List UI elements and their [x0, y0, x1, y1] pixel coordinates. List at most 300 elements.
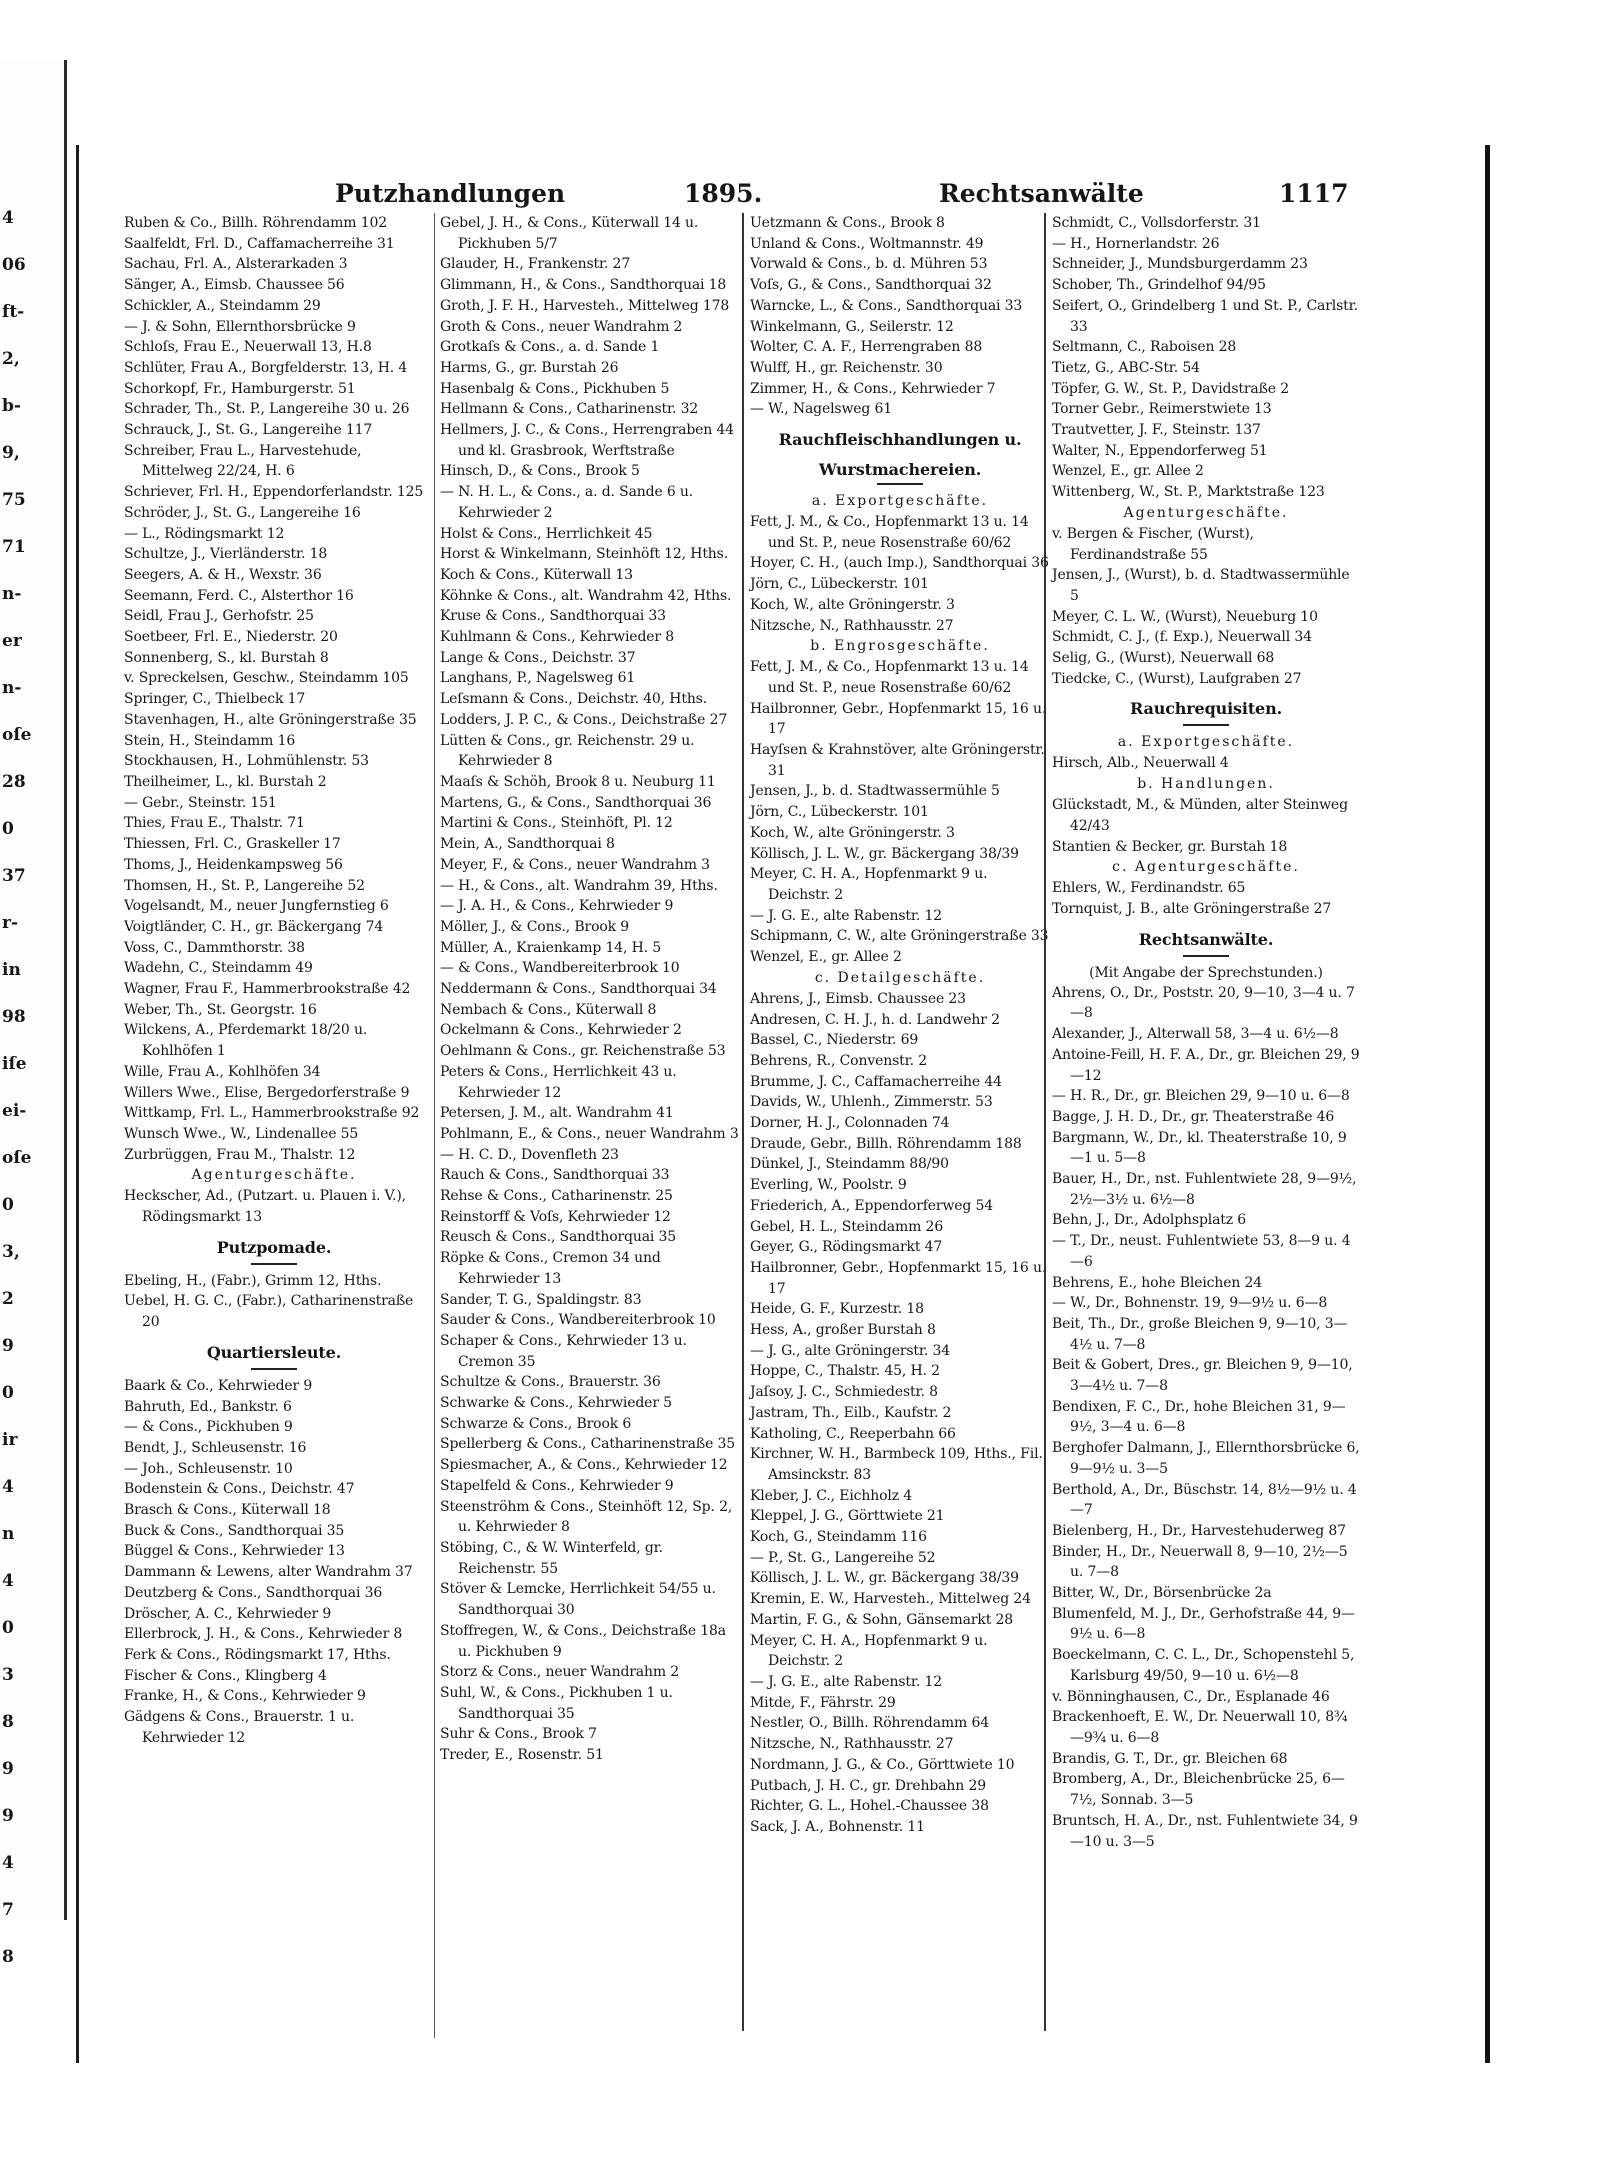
facing-page-fragment: 4: [2, 1853, 14, 1873]
directory-entry: Schriever, Frl. H., Eppendorferlandstr. 125: [124, 484, 424, 501]
directory-entry: Gebel, H. L., Steindamm 26: [750, 1218, 944, 1235]
directory-entry: Stoffregen, W., & Cons., Deichstraße 18a u. Pickhuben 9: [440, 1622, 726, 1660]
directory-entry: Thoms, J., Heidenkampsweg 56: [124, 856, 343, 873]
directory-entry: Oehlmann & Cons., gr. Reichenstraße 53: [440, 1043, 726, 1060]
subsection-heading: c. Agenturgeschäfte.: [1112, 859, 1300, 876]
directory-entry: Groth, J. F. H., Harvesteh., Mittelweg 178: [440, 297, 730, 314]
facing-page-fragment: 0: [2, 1195, 14, 1215]
directory-entry: Koch, W., alte Gröningerstr. 3: [750, 824, 955, 841]
section-rule: [1183, 955, 1229, 957]
directory-entry: Bendixen, F. C., Dr., hohe Bleichen 31, 9—9½, 3—4 u. 6—8: [1052, 1398, 1346, 1436]
directory-entry: Lütten & Cons., gr. Reichenstr. 29 u. Kehrwieder 8: [440, 732, 695, 770]
facing-page-fragment: 4: [2, 1477, 14, 1497]
directory-entry: Hinsch, D., & Cons., Brook 5: [440, 463, 640, 480]
directory-entry: Tiedcke, C., (Wurst), Laufgraben 27: [1052, 670, 1302, 687]
directory-entry: Nitzsche, N., Rathhausstr. 27: [750, 617, 954, 634]
directory-entry: Bauer, H., Dr., nst. Fuhlentwiete 28, 9—9½, 2½—3½ u. 6½—8: [1052, 1171, 1357, 1208]
directory-entry: Hailbronner, Gebr., Hopfenmarkt 15, 16 u. 17: [750, 700, 1047, 738]
directory-entry: Alexander, J., Alterwall 58, 3—4 u. 6½—8: [1052, 1026, 1339, 1043]
directory-entry: Spellerberg & Cons., Catharinenstraße 35: [440, 1436, 736, 1453]
directory-entry: Mein, A., Sandthorquai 8: [440, 836, 615, 853]
directory-entry: Friederich, A., Eppendorferweg 54: [750, 1197, 994, 1214]
directory-entry: Draude, Gebr., Billh. Röhrendamm 188: [750, 1135, 1022, 1152]
column-1: [124, 213, 424, 2038]
directory-entry: Berthold, A., Dr., Büschstr. 14, 8½—9½ u. 4—7: [1052, 1481, 1357, 1519]
directory-entry: Stöbing, C., & W. Winterfeld, gr. Reichenstr. 55: [440, 1540, 663, 1577]
directory-entry: Saalfeldt, Frl. D., Caffamacherreihe 31: [124, 235, 395, 252]
directory-entry: Leſsmann & Cons., Deichstr. 40, Hths.: [440, 691, 708, 708]
directory-entry: Glauder, H., Frankenstr. 27: [440, 256, 631, 273]
directory-entry: Rauch & Cons., Sandthorquai 33: [440, 1167, 670, 1184]
directory-entry: Richter, G. L., Hohel.-Chaussee 38: [750, 1798, 989, 1815]
directory-entry: Franke, H., & Cons., Kehrwieder 9: [124, 1688, 366, 1705]
directory-entry: Bahruth, Ed., Bankstr. 6: [124, 1398, 292, 1415]
directory-entry: Kruse & Cons., Sandthorquai 33: [440, 608, 666, 625]
directory-entry: Binder, H., Dr., Neuerwall 8, 9—10, 2½—5 u. 7—8: [1052, 1543, 1348, 1581]
directory-entry: Everling, W., Poolstr. 9: [750, 1177, 907, 1194]
facing-page-fragment: 06: [2, 255, 26, 275]
directory-entry: Andresen, C. H. J., h. d. Landwehr 2: [750, 1011, 1000, 1028]
directory-entry: Baark & Co., Kehrwieder 9: [124, 1377, 313, 1394]
directory-entry: Wille, Frau A., Kohlhöfen 34: [124, 1063, 321, 1080]
directory-entry: Kleppel, J. G., Görttwiete 21: [750, 1508, 945, 1525]
directory-entry: Theilheimer, L., kl. Burstah 2: [124, 773, 327, 790]
directory-entry: Ahrens, O., Dr., Poststr. 20, 9—10, 3—4 u. 7—8: [1052, 984, 1355, 1022]
directory-entry: Sauder & Cons., Wandbereiterbrook 10: [440, 1312, 716, 1329]
facing-page-fragment: 4: [2, 208, 14, 228]
column-2: [434, 213, 740, 2038]
directory-entry: Stein, H., Steindamm 16: [124, 732, 296, 749]
directory-entry: Schrauck, J., St. G., Langereihe 117: [124, 422, 373, 439]
directory-entry: Ferk & Cons., Rödingsmarkt 17, Hths.: [124, 1647, 391, 1663]
directory-entry: Unland & Cons., Woltmannstr. 49: [750, 235, 984, 252]
directory-entry: Hoyer, C. H., (auch Imp.), Sandthorquai 36: [750, 555, 1049, 572]
directory-entry: Jaſsoy, J. C., Schmiedestr. 8: [750, 1384, 938, 1401]
directory-entry: Peters & Cons., Herrlichkeit 43 u. Kehrwieder 12: [440, 1063, 677, 1101]
directory-entry: Schröder, J., St. G., Langereihe 16: [124, 504, 361, 521]
directory-entry: Töpfer, G. W., St. P., Davidstraße 2: [1052, 380, 1290, 397]
directory-entry: Koch & Cons., Küterwall 13: [440, 566, 633, 583]
directory-entry: Müller, A., Kraienkamp 14, H. 5: [440, 939, 661, 956]
directory-entry: — W., Nagelsweg 61: [750, 401, 893, 418]
directory-entry: Ruben & Co., Billh. Röhrendamm 102: [124, 215, 387, 231]
subsection-heading: c. Detailgeschäfte.: [814, 969, 986, 986]
directory-entry: Bagge, J. H. D., Dr., gr. Theaterstraße 46: [1052, 1108, 1335, 1125]
directory-entry: Bargmann, W., Dr., kl. Theaterstraße 10, 9—1 u. 5—8: [1052, 1129, 1347, 1167]
directory-entry: Storz & Cons., neuer Wandrahm 2: [440, 1664, 680, 1681]
facing-page-fragment: n-: [2, 678, 22, 698]
directory-entry: Martin, F. G., & Sohn, Gänsemarkt 28: [750, 1611, 1014, 1628]
directory-entry: Hasenbalg & Cons., Pickhuben 5: [440, 380, 670, 397]
directory-entry: Katholing, C., Reeperbahn 66: [750, 1425, 956, 1442]
facing-page-fragment: 71: [2, 537, 26, 557]
section-note: (Mit Angabe der Sprechstunden.): [1089, 964, 1323, 981]
directory-entry: Ahrens, J., Eimsb. Chaussee 23: [750, 990, 966, 1007]
section-rule: [251, 1368, 297, 1370]
directory-entry: Winkelmann, G., Seilerstr. 12: [750, 318, 954, 335]
directory-entry: Ellerbrock, J. H., & Cons., Kehrwieder 8: [124, 1626, 403, 1643]
directory-entry: Walter, N., Eppendorferweg 51: [1052, 442, 1268, 459]
directory-entry: Horst & Winkelmann, Steinhöft 12, Hths.: [440, 546, 728, 563]
directory-entry: Uebel, H. G. C., (Fabr.), Catharinenstraße 20: [124, 1293, 414, 1331]
directory-entry: — Gebr., Steinstr. 151: [124, 794, 277, 811]
directory-entry: Wittkamp, Frl. L., Hammerbrookstraße 92: [124, 1105, 420, 1122]
column-4: [1044, 213, 1360, 2031]
directory-entry: Seltmann, C., Raboisen 28: [1052, 339, 1237, 356]
directory-entry: Thies, Frau E., Thalstr. 71: [124, 815, 305, 832]
facing-page-fragment: oſe: [2, 1148, 32, 1168]
directory-entry: Bruntsch, H. A., Dr., nst. Fuhlentwiete 34, 9—10 u. 3—5: [1052, 1812, 1358, 1850]
directory-entry: Lange & Cons., Deichstr. 37: [440, 649, 636, 666]
directory-entry: Torner Gebr., Reimerstwiete 13: [1052, 401, 1272, 418]
subsection-heading: a. Exportgeschäfte.: [811, 493, 989, 510]
directory-entry: Boeckelmann, C. C. L., Dr., Schopenstehl 5, Karlsburg 49/50, 9—10 u. 6½—8: [1052, 1647, 1355, 1684]
section-heading: Rauchfleischhandlungen u.: [778, 430, 1022, 450]
directory-entry: Selig, G., (Wurst), Neuerwall 68: [1052, 650, 1275, 667]
directory-entry: Sack, J. A., Bohnenstr. 11: [750, 1818, 925, 1835]
directory-entry: Groth & Cons., neuer Wandrahm 2: [440, 318, 683, 335]
directory-entry: Fett, J. M., & Co., Hopfenmarkt 13 u. 14 und St. P., neue Rosenstraße 60/62: [750, 514, 1029, 551]
directory-entry: — J. G., alte Gröningerstr. 34: [750, 1342, 951, 1359]
directory-entry: Wunsch Wwe., W., Lindenallee 55: [124, 1125, 359, 1142]
section-rule: [877, 483, 923, 485]
directory-entry: Reusch & Cons., Sandthorquai 35: [440, 1229, 677, 1246]
directory-entry: Bielenberg, H., Dr., Harvestehuderweg 87: [1052, 1522, 1346, 1539]
directory-entry: Fischer & Cons., Klingberg 4: [124, 1667, 327, 1684]
subsection-heading: b. Engrosgeschäfte.: [810, 638, 990, 655]
directory-entry: Koch, G., Steindamm 116: [750, 1529, 927, 1546]
directory-entry: Voſs, G., & Cons., Sandthorquai 32: [750, 277, 992, 294]
directory-entry: Spiesmacher, A., & Cons., Kehrwieder 12: [440, 1457, 728, 1474]
directory-entry: — J. & Sohn, Ellernthorsbrücke 9: [124, 318, 356, 335]
directory-entry: v. Bönninghausen, C., Dr., Esplanade 46: [1052, 1688, 1330, 1705]
directory-entry: Ockelmann & Cons., Kehrwieder 2: [440, 1022, 682, 1039]
facing-page-fragment: in: [2, 960, 21, 980]
section-heading: Rechtsanwälte.: [1138, 929, 1274, 949]
directory-entry: Köllisch, J. L. W., gr. Bäckergang 38/39: [750, 1570, 1019, 1587]
directory-entry: Schrader, Th., St. P., Langereihe 30 u. 26: [124, 401, 410, 418]
directory-entry: — P., St. G., Langereihe 52: [750, 1549, 936, 1566]
directory-entry: — J. G. E., alte Rabenstr. 12: [750, 907, 943, 924]
facing-page-fragment: 75: [2, 490, 26, 510]
directory-entry: Wenzel, E., gr. Allee 2: [750, 949, 902, 966]
directory-entry: Brumme, J. C., Caffamacherreihe 44: [750, 1073, 1002, 1090]
directory-entry: Stockhausen, H., Lohmühlenstr. 53: [124, 753, 369, 770]
directory-entry: Voss, C., Dammthorstr. 38: [124, 939, 305, 956]
directory-entry: Fett, J. M., & Co., Hopfenmarkt 13 u. 14 und St. P., neue Rosenstraße 60/62: [750, 659, 1029, 696]
directory-entry: Treder, E., Rosenstr. 51: [440, 1747, 604, 1764]
facing-page-fragment: 0: [2, 1383, 14, 1403]
facing-page-fragment: n-: [2, 584, 22, 604]
directory-entry: Pohlmann, E., & Cons., neuer Wandrahm 3: [440, 1125, 739, 1142]
directory-entry: Bodenstein & Cons., Deichstr. 47: [124, 1481, 355, 1498]
subsection-heading: a. Exportgeschäfte.: [1117, 734, 1295, 751]
directory-entry: Koch, W., alte Gröningerstr. 3: [750, 596, 955, 613]
directory-entry: Jensen, J., (Wurst), b. d. Stadtwassermühle 5: [1052, 567, 1350, 604]
directory-entry: Neddermann & Cons., Sandthorquai 34: [440, 981, 717, 998]
facing-page-fragment: 37: [2, 866, 26, 886]
directory-entry: Beit, Th., Dr., große Bleichen 9, 9—10, 3—4½ u. 7—8: [1052, 1315, 1348, 1353]
section-heading: Wurstmachereien.: [818, 460, 982, 480]
directory-entry: Seidl, Frau J., Gerhofstr. 25: [124, 608, 314, 625]
directory-entry: Rehse & Cons., Catharinenstr. 25: [440, 1188, 673, 1205]
directory-entry: — & Cons., Pickhuben 9: [124, 1419, 293, 1436]
directory-entry: Sonnenberg, S., kl. Burstah 8: [124, 649, 329, 666]
directory-entry: Grotkaſs & Cons., a. d. Sande 1: [440, 339, 660, 356]
directory-entry: Jörn, C., Lübeckerstr. 101: [750, 576, 929, 593]
directory-entry: Thomsen, H., St. P., Langereihe 52: [124, 877, 365, 894]
directory-entry: Glückstadt, M., & Münden, alter Steinweg 42/43: [1052, 797, 1348, 834]
directory-entry: Meyer, C. H. A., Hopfenmarkt 9 u. Deichstr. 2: [750, 1632, 988, 1670]
directory-entry: Nitzsche, N., Rathhausstr. 27: [750, 1736, 954, 1753]
directory-entry: Holst & Cons., Herrlichkeit 45: [440, 525, 653, 542]
directory-entry: Jensen, J., b. d. Stadtwassermühle 5: [750, 783, 1000, 800]
column-3: [742, 213, 1050, 2031]
directory-entry: Geyer, G., Rödingsmarkt 47: [750, 1239, 943, 1256]
directory-entry: Kirchner, W. H., Barmbeck 109, Hths., Fil. Amsinckstr. 83: [750, 1446, 1043, 1483]
directory-entry: Kremin, E. W., Harvesteh., Mittelweg 24: [750, 1591, 1031, 1608]
directory-entry: Büggel & Cons., Kehrwieder 13: [124, 1543, 345, 1560]
directory-entry: Langhans, P., Nagelsweg 61: [440, 670, 636, 687]
directory-entry: Brackenhoeft, E. W., Dr. Neuerwall 10, 8¾—9¾ u. 6—8: [1052, 1709, 1348, 1746]
section-rule: [251, 1263, 297, 1265]
facing-page-fragment: b-: [2, 396, 21, 416]
directory-entry: Schipmann, C. W., alte Gröningerstraße 33: [750, 928, 1049, 945]
facing-page-fragment: 28: [2, 772, 26, 792]
directory-entry: Lodders, J. P. C., & Cons., Deichstraße 27: [440, 711, 728, 728]
directory-entry: Schwarze & Cons., Brook 6: [440, 1415, 632, 1432]
directory-entry: Ehlers, W., Ferdinandstr. 65: [1052, 880, 1246, 897]
directory-entry: Willers Wwe., Elise, Bergedorferstraße 9: [124, 1084, 410, 1101]
facing-page-fragment: oſe: [2, 725, 32, 745]
directory-entry: Möller, J., & Cons., Brook 9: [440, 918, 630, 935]
facing-page-fragment: 4: [2, 1571, 14, 1591]
facing-page-fragment: 2,: [2, 349, 20, 369]
directory-entry: Jastram, Th., Eilb., Kaufstr. 2: [750, 1404, 952, 1421]
directory-entry: Gädgens & Cons., Brauerstr. 1 u. Kehrwieder 12: [124, 1709, 355, 1746]
directory-entry: — H. C. D., Dovenfleth 23: [440, 1146, 619, 1163]
directory-entry: Weber, Th., St. Georgstr. 16: [124, 1001, 317, 1018]
section-heading: Quartiersleute.: [206, 1342, 342, 1362]
facing-page-fragment: 8: [2, 1947, 14, 1967]
directory-entry: Bitter, W., Dr., Börsenbrücke 2a: [1052, 1585, 1272, 1602]
directory-entry: Hirsch, Alb., Neuerwall 4: [1052, 755, 1229, 772]
directory-entry: Wenzel, E., gr. Allee 2: [1052, 463, 1204, 480]
directory-entry: Hellmann & Cons., Catharinenstr. 32: [440, 401, 699, 418]
facing-page-fragment: 9: [2, 1806, 14, 1826]
directory-entry: Vogelsandt, M., neuer Jungfernstieg 6: [124, 898, 389, 915]
facing-page-fragment: iſe: [2, 1054, 27, 1074]
directory-entry: Seegers, A. & H., Wexstr. 36: [124, 566, 322, 583]
directory-entry: Wagner, Frau F., Hammerbrookstraße 42: [124, 981, 411, 998]
directory-entry: Jörn, C., Lübeckerstr. 101: [750, 804, 929, 821]
directory-entry: Deutzberg & Cons., Sandthorquai 36: [124, 1584, 383, 1601]
directory-entry: Soetbeer, Frl. E., Niederstr. 20: [124, 629, 338, 646]
directory-entry: — J. A. H., & Cons., Kehrwieder 9: [440, 898, 674, 915]
section-heading: Putzpomade.: [216, 1237, 332, 1257]
facing-page-fragment: 3: [2, 1665, 14, 1685]
facing-page-fragment: 9,: [2, 443, 20, 463]
directory-entry: Schorkopf, Fr., Hamburgerstr. 51: [124, 380, 356, 397]
directory-entry: Hailbronner, Gebr., Hopfenmarkt 15, 16 u. 17: [750, 1259, 1047, 1297]
subsection-heading: Agenturgeschäfte.: [1123, 504, 1289, 521]
facing-page-fragment: 98: [2, 1007, 26, 1027]
directory-entry: Gebel, J. H., & Cons., Küterwall 14 u. Pickhuben 5/7: [440, 215, 699, 252]
directory-entry: Wolter, C. A. F., Herrengraben 88: [750, 339, 983, 356]
directory-entry: Wulff, H., gr. Reichenstr. 30: [750, 359, 943, 376]
directory-entry: Nembach & Cons., Küterwall 8: [440, 1001, 657, 1018]
facing-page-fragment: ei-: [2, 1101, 27, 1121]
directory-entry: — & Cons., Wandbereiterbrook 10: [440, 960, 680, 977]
directory-entry: Bromberg, A., Dr., Bleichenbrücke 25, 6—7½, Sonnab. 3—5: [1052, 1771, 1345, 1809]
directory-entry: Tietz, G., ABC-Str. 54: [1052, 359, 1200, 376]
directory-entry: Dröscher, A. C., Kehrwieder 9: [124, 1605, 332, 1622]
directory-entry: Behrens, E., hohe Bleichen 24: [1052, 1274, 1263, 1291]
directory-entry: Suhr & Cons., Brook 7: [440, 1726, 597, 1743]
facing-page-fragment: 8: [2, 1712, 14, 1732]
directory-entry: Nestler, O., Billh. Röhrendamm 64: [750, 1715, 989, 1732]
directory-entry: Stöver & Lemcke, Herrlichkeit 54/55 u. Sandthorquai 30: [440, 1581, 716, 1619]
directory-entry: Putbach, J. H. C., gr. Drehbahn 29: [750, 1777, 986, 1794]
page-number: 1117: [1279, 179, 1349, 208]
directory-entry: Sander, T. G., Spaldingstr. 83: [440, 1291, 642, 1308]
directory-entry: Sänger, A., Eimsb. Chaussee 56: [124, 277, 345, 294]
directory-entry: Petersen, J. M., alt. Wandrahm 41: [440, 1105, 674, 1122]
directory-entry: Antoine-Feill, H. F. A., Dr., gr. Bleichen 29, 9—12: [1052, 1046, 1360, 1084]
directory-entry: Schlüter, Frau A., Borgfelderstr. 13, H. 4: [124, 359, 408, 376]
directory-entry: Wittenberg, W., St. P., Marktstraße 123: [1052, 484, 1325, 501]
running-head-left: Putzhandlungen: [335, 179, 566, 208]
directory-entry: Schloſs, Frau E., Neuerwall 13, H.8: [124, 339, 372, 356]
facing-page-fragment: 0: [2, 1618, 14, 1638]
directory-entry: Schneider, J., Mundsburgerdamm 23: [1052, 256, 1308, 273]
directory-entry: Glimmann, H., & Cons., Sandthorquai 18: [440, 277, 727, 294]
directory-entry: Martini & Cons., Steinhöft, Pl. 12: [440, 815, 673, 832]
directory-entry: — T., Dr., neust. Fuhlentwiete 53, 8—9 u. 4—6: [1052, 1233, 1351, 1270]
directory-entry: Schmidt, C. J., (f. Exp.), Neuerwall 34: [1052, 629, 1312, 646]
directory-entry: Schober, Th., Grindelhof 94/95: [1052, 277, 1266, 294]
directory-entry: Springer, C., Thielbeck 17: [124, 691, 306, 708]
directory-entry: Stapelfeld & Cons., Kehrwieder 9: [440, 1477, 674, 1494]
directory-entry: Schwarke & Cons., Kehrwieder 5: [440, 1395, 672, 1412]
directory-entry: Maaſs & Schöh, Brook 8 u. Neuburg 11: [440, 773, 716, 790]
directory-entry: Hayſsen & Krahnstöver, alte Gröningerstr. 31: [750, 742, 1045, 779]
directory-entry: Dorner, H. J., Colonnaden 74: [750, 1115, 950, 1132]
directory-entry: Uetzmann & Cons., Brook 8: [750, 215, 945, 231]
directory-entry: Stantien & Becker, gr. Burstah 18: [1052, 838, 1288, 855]
directory-entry: Zimmer, H., & Cons., Kehrwieder 7: [750, 380, 996, 397]
directory-entry: Köhnke & Cons., alt. Wandrahm 42, Hths.: [440, 587, 732, 604]
directory-entry: Meyer, C. L. W., (Wurst), Neueburg 10: [1052, 608, 1318, 625]
directory-entry: Davids, W., Uhlenh., Zimmerstr. 53: [750, 1094, 993, 1111]
directory-entry: Tornquist, J. B., alte Gröningerstraße 27: [1052, 900, 1332, 917]
directory-entry: Behrens, R., Convenstr. 2: [750, 1052, 927, 1069]
facing-page-fragment: er: [2, 631, 22, 651]
directory-entry: Röpke & Cons., Cremon 34 und Kehrwieder 13: [440, 1250, 661, 1287]
left-page-gutter: [0, 60, 67, 1967]
directory-entry: Schultze, J., Vierländerstr. 18: [124, 546, 328, 563]
section-heading: Rauchrequisiten.: [1129, 699, 1282, 719]
directory-entry: — J. G. E., alte Rabenstr. 12: [750, 1674, 943, 1690]
directory-entry: Martens, G., & Cons., Sandthorquai 36: [440, 794, 712, 811]
directory-entry: — H., Hornerlandstr. 26: [1052, 235, 1220, 252]
directory-entry: Steenströhm & Cons., Steinhöft 12, Sp. 2, u. Kehrwieder 8: [440, 1498, 733, 1536]
directory-entry: Sachau, Frl. A., Alsterarkaden 3: [124, 256, 348, 273]
directory-entry: Bendt, J., Schleusenstr. 16: [124, 1439, 307, 1456]
directory-entry: Thiessen, Frl. C., Graskeller 17: [124, 836, 341, 853]
subsection-heading: b. Handlungen.: [1137, 776, 1275, 793]
facing-page-fragment: 7: [2, 1900, 14, 1920]
directory-entry: Brasch & Cons., Küterwall 18: [124, 1502, 331, 1519]
directory-entry: Trautvetter, J. F., Steinstr. 137: [1052, 422, 1261, 439]
directory-entry: Mitde, F., Fährstr. 29: [750, 1694, 896, 1711]
directory-entry: — H. R., Dr., gr. Bleichen 29, 9—10 u. 6—8: [1052, 1088, 1350, 1105]
directory-entry: Behn, J., Dr., Adolphsplatz 6: [1052, 1212, 1247, 1229]
facing-page-fragment: ft-: [2, 302, 25, 322]
directory-entry: Zurbrüggen, Frau M., Thalstr. 12: [124, 1146, 356, 1163]
directory-entry: Schultze & Cons., Brauerstr. 36: [440, 1374, 661, 1391]
directory-entry: Wilckens, A., Pferdemarkt 18/20 u. Kohlhöfen 1: [124, 1022, 368, 1060]
directory-entry: Warncke, L., & Cons., Sandthorquai 33: [750, 297, 1023, 314]
directory-entry: Stavenhagen, H., alte Gröningerstraße 35: [124, 711, 417, 728]
directory-entry: Kleber, J. C., Eichholz 4: [750, 1487, 912, 1504]
directory-entry: Meyer, C. H. A., Hopfenmarkt 9 u. Deichstr. 2: [750, 866, 988, 903]
directory-entry: Seemann, Ferd. C., Alsterthor 16: [124, 587, 354, 604]
section-rule: [1183, 724, 1229, 726]
directory-entry: Beit & Gobert, Dres., gr. Bleichen 9, 9—10, 3—4½ u. 7—8: [1052, 1357, 1353, 1395]
directory-entry: Schmidt, C., Vollsdorferstr. 31: [1052, 215, 1261, 231]
directory-entry: Hoppe, C., Thalstr. 45, H. 2: [750, 1363, 940, 1380]
directory-entry: Suhl, W., & Cons., Pickhuben 1 u. Sandthorquai 35: [440, 1684, 673, 1722]
running-head-year: 1895.: [684, 179, 763, 208]
directory-entry: Wadehn, C., Steindamm 49: [124, 960, 313, 977]
directory-entry: v. Spreckelsen, Geschw., Steindamm 105: [124, 670, 409, 687]
directory-entry: Meyer, F., & Cons., neuer Wandrahm 3: [440, 856, 710, 873]
directory-entry: Ebeling, H., (Fabr.), Grimm 12, Hths.: [124, 1272, 382, 1289]
directory-entry: Köllisch, J. L. W., gr. Bäckergang 38/39: [750, 845, 1019, 862]
directory-entry: Hellmers, J. C., & Cons., Herrengraben 44 und kl. Grasbrook, Werftstraße: [440, 422, 734, 459]
running-head-right: Rechtsanwälte: [939, 179, 1144, 208]
directory-entry: — L., Rödingsmarkt 12: [124, 525, 285, 542]
directory-entry: Harms, G., gr. Burstah 26: [440, 359, 619, 376]
directory-entry: Dünkel, J., Steindamm 88/90: [750, 1156, 949, 1173]
directory-entry: Heckscher, Ad., (Putzart. u. Plauen i. V.), Rödingsmarkt 13: [124, 1188, 406, 1226]
directory-entry: Brandis, G. T., Dr., gr. Bleichen 68: [1052, 1750, 1288, 1767]
subsection-heading: Agenturgeschäfte.: [191, 1167, 357, 1184]
facing-page-fragment: 9: [2, 1336, 14, 1356]
directory-entry: Buck & Cons., Sandthorquai 35: [124, 1522, 345, 1539]
facing-page-fragment: 2: [2, 1289, 14, 1309]
directory-entry: Berghofer Dalmann, J., Ellernthorsbrücke 6, 9—9½ u. 3—5: [1052, 1440, 1360, 1477]
facing-page-fragment: 0: [2, 819, 14, 839]
directory-entry: Voigtländer, C. H., gr. Bäckergang 74: [124, 918, 384, 935]
facing-page-fragment: ir: [2, 1430, 18, 1450]
facing-page-fragment: n: [2, 1524, 15, 1544]
directory-entry: Hess, A., großer Burstah 8: [750, 1322, 936, 1339]
directory-entry: Bassel, C., Niederstr. 69: [750, 1032, 919, 1049]
facing-page-fragment: r-: [2, 913, 19, 933]
directory-entry: — H., & Cons., alt. Wandrahm 39, Hths.: [440, 877, 718, 894]
directory-entry: — N. H. L., & Cons., a. d. Sande 6 u. Kehrwieder 2: [440, 484, 694, 521]
directory-entry: Blumenfeld, M. J., Dr., Gerhofstraße 44, 9—9½ u. 6—8: [1052, 1605, 1355, 1643]
directory-entry: Dammann & Lewens, alter Wandrahm 37: [124, 1564, 413, 1581]
directory-entry: Kuhlmann & Cons., Kehrwieder 8: [440, 629, 674, 646]
directory-entry: Seifert, O., Grindelberg 1 und St. P., Carlstr. 33: [1052, 297, 1358, 335]
directory-entry: Schickler, A., Steindamm 29: [124, 297, 321, 314]
directory-entry: Nordmann, J. G., & Co., Görttwiete 10: [750, 1756, 1015, 1773]
facing-page-fragment: 9: [2, 1759, 14, 1779]
directory-entry: Vorwald & Cons., b. d. Mühren 53: [750, 256, 988, 273]
